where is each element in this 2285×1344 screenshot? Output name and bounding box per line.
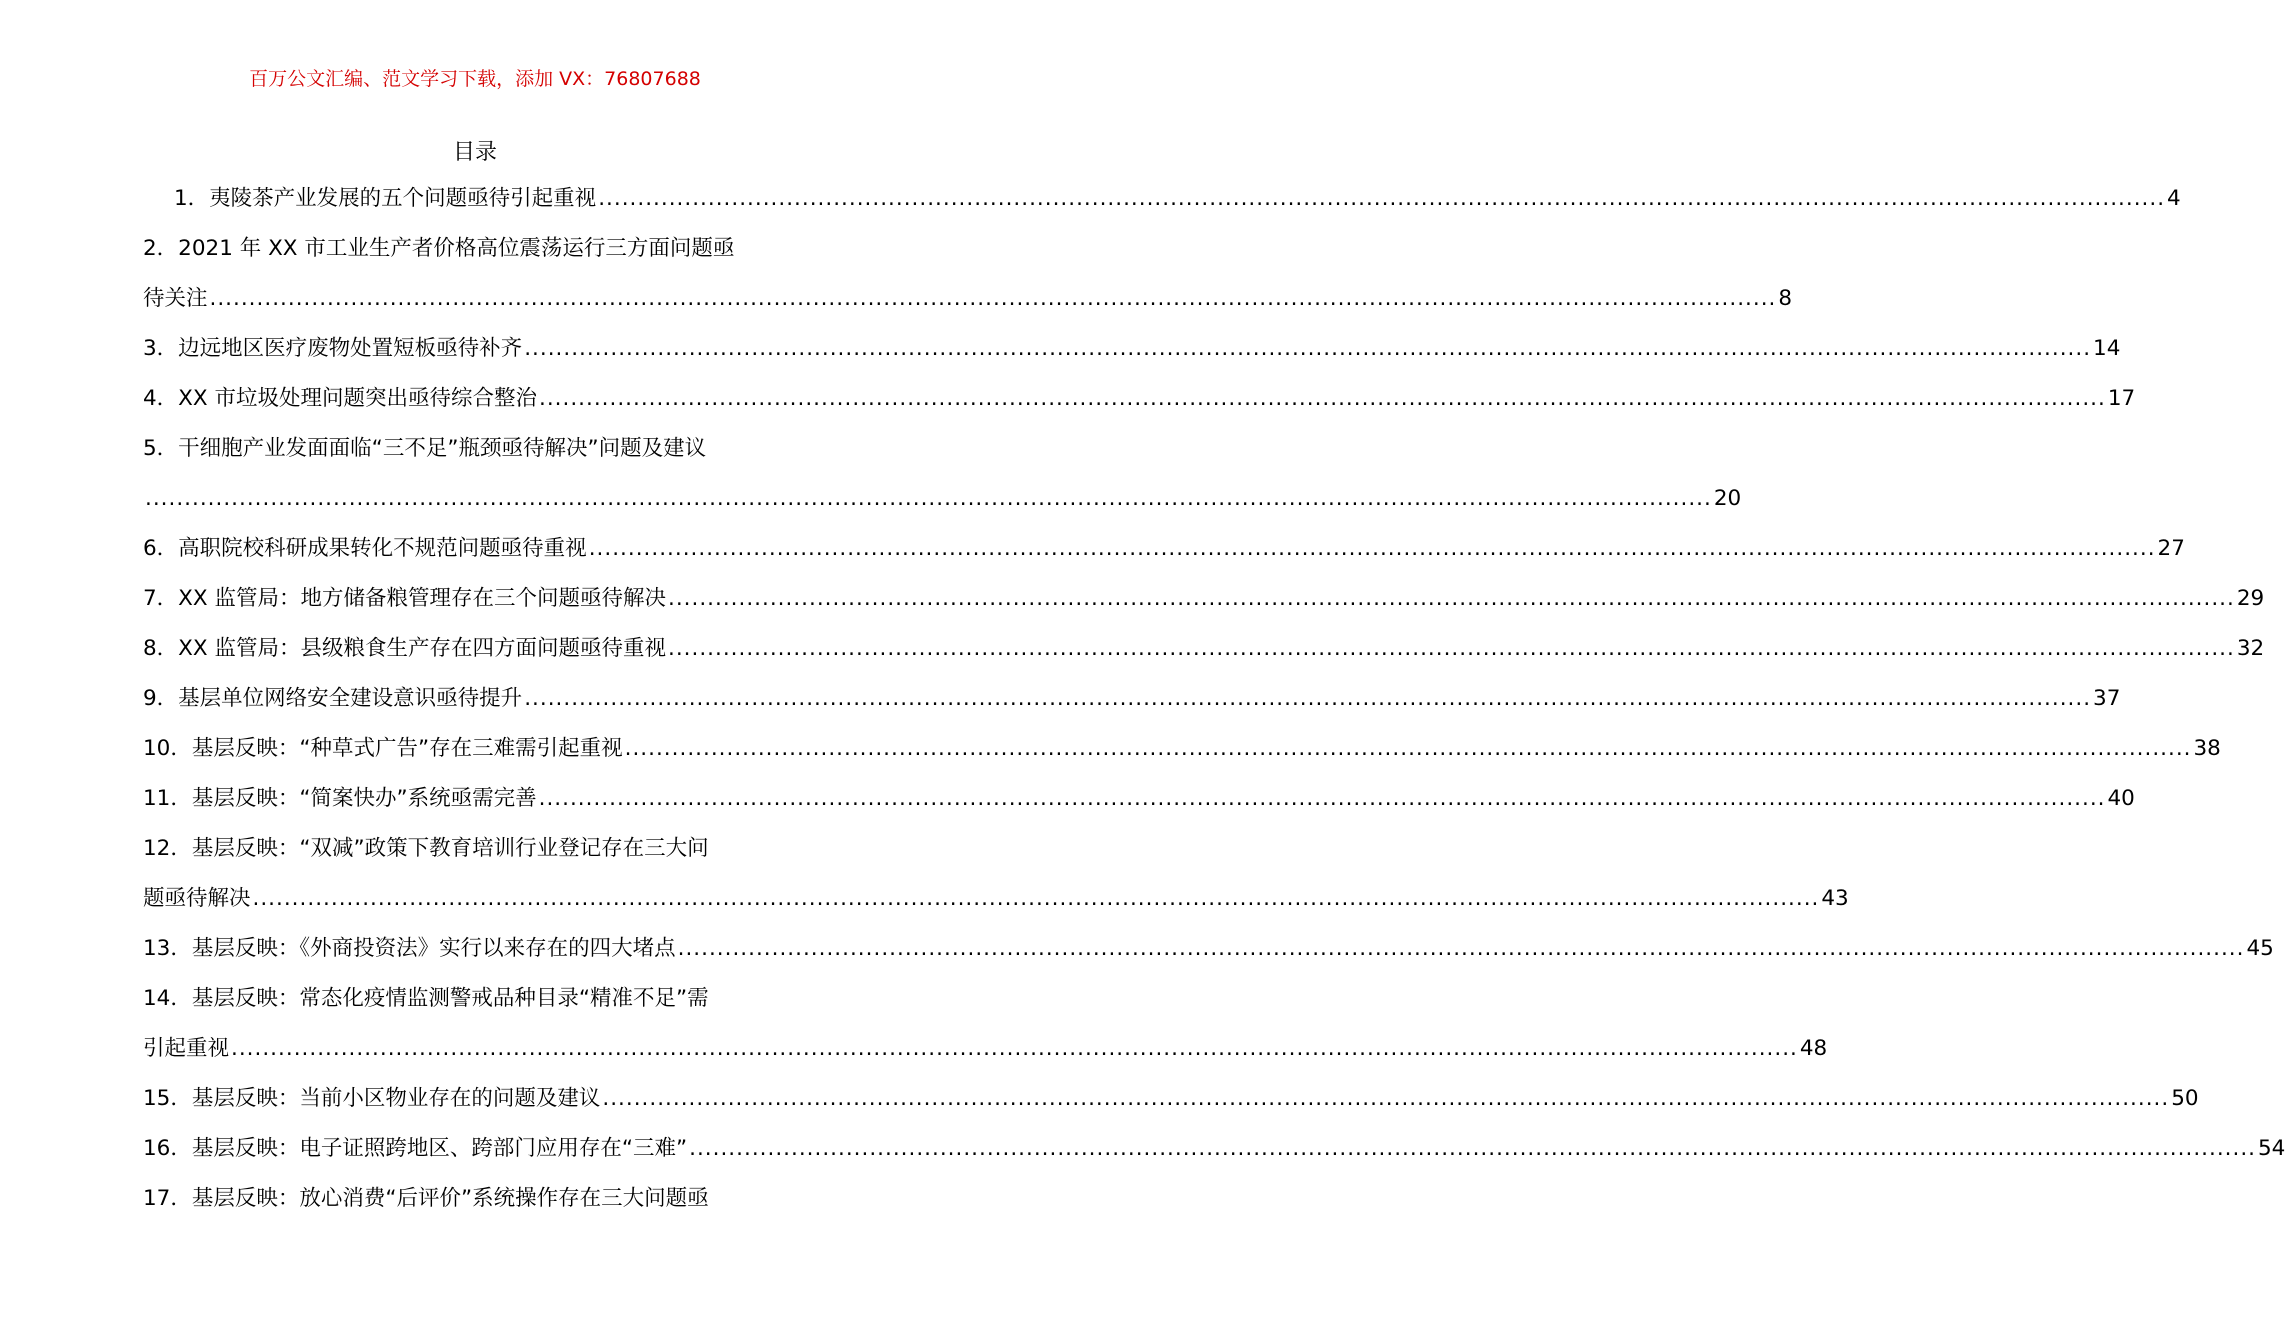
- toc-entry-11[interactable]: [143, 774, 2135, 824]
- toc-entry-title-cont: 引起重视: [143, 1036, 230, 1061]
- toc-entry-title: 14．基层反映：常态化疫情监测警戒品种目录“精准不足”需: [143, 986, 709, 1011]
- toc-entry-5[interactable]: [143, 424, 806, 474]
- toc-entry-title: 1．夷陵茶产业发展的五个问题亟待引起重视: [174, 186, 597, 211]
- toc-entry-title: 7．XX 监管局：地方储备粮管理存在三个问题亟待解决: [143, 586, 666, 611]
- toc-entry-2-cont[interactable]: [143, 274, 1793, 324]
- toc-entry-page: 50: [2171, 1086, 2199, 1111]
- toc-entry-page: 27: [2157, 536, 2185, 561]
- toc-entry-title: 16．基层反映：电子证照跨地区、跨部门应用存在“三难”: [143, 1136, 688, 1161]
- table-of-contents: [143, 174, 2285, 1224]
- dot-leader: [210, 274, 1777, 324]
- toc-entry-title: 4．XX 市垃圾处理问题突出亟待综合整治: [143, 386, 537, 411]
- dot-leader: [524, 674, 2091, 724]
- header-note: 百万公文汇编、范文学习下载，添加 VX：76807688: [249, 68, 701, 90]
- toc-entry-title: 13．基层反映：《外商投资法》实行以来存在的四大堵点: [143, 936, 676, 961]
- dot-leader: [689, 1124, 2256, 1174]
- toc-entry-title: 9．基层单位网络安全建设意识亟待提升: [143, 686, 523, 711]
- dot-leader: [231, 1024, 1798, 1074]
- toc-entry-page: 4: [2167, 186, 2181, 211]
- toc-entry-1[interactable]: [143, 174, 2181, 224]
- toc-entry-page: 32: [2236, 636, 2265, 661]
- toc-entry-title: 5．干细胞产业发面面临“三不足”瓶颈亟待解决”问题及建议: [143, 436, 707, 461]
- toc-entry-13[interactable]: [143, 924, 2274, 974]
- toc-entry-page: 8: [1778, 286, 1793, 311]
- toc-entry-title: 2．2021 年 XX 市工业生产者价格高位震荡运行三方面问题亟: [143, 236, 735, 261]
- toc-entry-9[interactable]: [143, 674, 2121, 724]
- toc-entry-title: 11．基层反映：“简案快办”系统亟需完善: [143, 786, 537, 811]
- dot-leader: [625, 724, 2192, 774]
- toc-entry-4[interactable]: [143, 374, 2136, 424]
- toc-entry-5-cont[interactable]: [143, 474, 1742, 524]
- toc-entry-2[interactable]: [143, 224, 806, 274]
- toc-entry-page: 17: [2107, 386, 2136, 411]
- dot-leader: [253, 874, 1820, 924]
- dot-leader: [145, 474, 1712, 524]
- toc-entry-title: 3．边远地区医疗废物处置短板亟待补齐: [143, 336, 523, 361]
- toc-entry-title: 8．XX 监管局：县级粮食生产存在四方面问题亟待重视: [143, 636, 666, 661]
- toc-entry-14-cont[interactable]: [143, 1024, 1828, 1074]
- toc-entry-10[interactable]: [143, 724, 2221, 774]
- toc-entry-title: 6．高职院校科研成果转化不规范问题亟待重视: [143, 536, 587, 561]
- toc-entry-title: 15．基层反映：当前小区物业存在的问题及建议: [143, 1086, 601, 1111]
- toc-entry-page: 37: [2093, 686, 2121, 711]
- toc-entry-12-cont[interactable]: [143, 874, 1849, 924]
- dot-leader: [589, 524, 2156, 574]
- toc-entry-title: 10．基层反映：“种草式广告”存在三难需引起重视: [143, 736, 623, 761]
- toc-entry-page: 45: [2246, 936, 2274, 961]
- page-title: 目录: [452, 140, 497, 165]
- toc-entry-15[interactable]: [143, 1074, 2199, 1124]
- toc-entry-page: 40: [2107, 786, 2135, 811]
- toc-entry-title: 12．基层反映：“双减”政策下教育培训行业登记存在三大问: [143, 836, 709, 861]
- dot-leader: [539, 774, 2106, 824]
- toc-entry-6[interactable]: [143, 524, 2185, 574]
- toc-entry-7[interactable]: [143, 574, 2265, 624]
- toc-entry-page: 43: [1821, 886, 1849, 911]
- toc-entry-17[interactable]: [143, 1174, 806, 1224]
- dot-leader: [598, 174, 2165, 224]
- toc-entry-page: 20: [1713, 486, 1742, 511]
- toc-entry-8[interactable]: [143, 624, 2265, 674]
- dot-leader: [602, 1074, 2169, 1124]
- toc-entry-page: 38: [2193, 736, 2221, 761]
- toc-entry-title: 17．基层反映：放心消费“后评价”系统操作存在三大问题亟: [143, 1186, 709, 1211]
- toc-entry-title-cont: 题亟待解决: [143, 886, 251, 911]
- dot-leader: [539, 374, 2106, 424]
- toc-entry-page: 14: [2093, 336, 2121, 361]
- dot-leader: [524, 324, 2091, 374]
- toc-entry-page: 48: [1799, 1036, 1828, 1061]
- dot-leader: [678, 924, 2245, 974]
- dot-leader: [668, 624, 2235, 674]
- toc-entry-page: 54: [2258, 1136, 2285, 1161]
- toc-entry-12[interactable]: [143, 824, 806, 874]
- toc-entry-14[interactable]: [143, 974, 806, 1024]
- dot-leader: [668, 574, 2235, 624]
- toc-entry-title-cont: 待关注: [143, 286, 208, 311]
- toc-entry-16[interactable]: [143, 1124, 2285, 1174]
- toc-entry-page: 29: [2236, 586, 2265, 611]
- toc-entry-3[interactable]: [143, 324, 2121, 374]
